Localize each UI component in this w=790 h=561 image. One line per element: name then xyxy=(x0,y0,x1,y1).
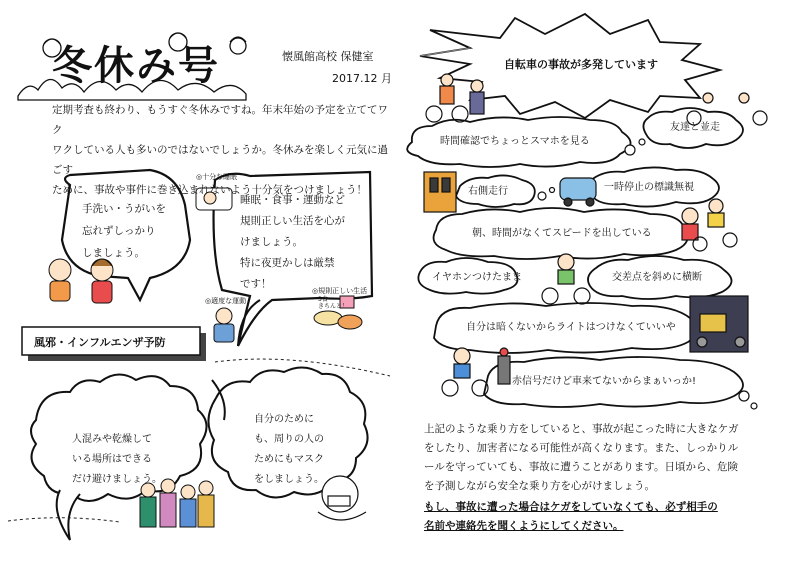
title-char: 冬 xyxy=(52,43,94,89)
emphasis-line: もし、事故に遭った場合はケガをしていなくても、必ず相手の xyxy=(424,501,718,513)
lifestyle-line: 特に夜更かしは厳禁 xyxy=(240,257,335,269)
emphasis-text xyxy=(424,498,718,536)
crowd-line: いる場所はできる xyxy=(72,454,152,465)
crowd-line: 人混みや乾燥して xyxy=(72,434,152,445)
handwash-line: 手洗い・うがいを xyxy=(82,203,166,215)
mask-line: ためにもマスク xyxy=(254,454,324,465)
title-char: 号 xyxy=(178,43,220,89)
sleep-label: ◎十分な睡眠 xyxy=(196,173,238,181)
school-name: 懐風館高校 保健室 xyxy=(282,50,374,63)
hazard-text: 時間確認でちょっとスマホを見る xyxy=(440,136,590,147)
hazard-text: 自分は暗くないからライトはつけなくていいや xyxy=(466,322,676,333)
lifestyle-line: です！ xyxy=(240,278,272,290)
lifestyle-line: けましょう。 xyxy=(240,236,303,248)
body-line: をしたり、加害者になる可能性が高くなります。また、しっかりル xyxy=(424,442,739,454)
newsletter-title xyxy=(52,34,220,91)
crowd-text xyxy=(72,430,162,490)
hazard-text: 友達と並走 xyxy=(670,122,720,133)
body-line: を予測しながら安全な乗り方を心がけましょう。 xyxy=(424,480,655,492)
intro-line: 定期考査も終わり、もうすぐ冬休みですね。年末年始の予定を立ててワク xyxy=(52,104,388,136)
hazard-text: 一時停止の標識無視 xyxy=(604,182,694,193)
body-line: ールを守っていても、事故に遭うことがあります。日頃から、危険 xyxy=(424,461,738,473)
issue-date: 2017.12 月 xyxy=(332,72,392,85)
flu-label: 風邪・インフルエンザ予防 xyxy=(34,336,166,349)
lifestyle-line: 規則正しい生活を心が xyxy=(240,215,345,227)
hazard-text: イヤホンつけたまま xyxy=(432,272,522,283)
hazard-text: 朝、時間がなくてスピードを出している xyxy=(472,228,652,239)
emphasis-line: 名前や連絡先を聞くようにしてください。 xyxy=(424,520,624,532)
crowd-line: だけ避けましょう。 xyxy=(72,474,162,485)
intro-text xyxy=(52,100,392,200)
lifestyle-text xyxy=(240,190,345,295)
handwash-line: しましょう。 xyxy=(82,247,145,259)
title-char: 休 xyxy=(94,43,136,89)
handwash-text xyxy=(82,198,166,264)
exercise-label: ◎適度な運動 xyxy=(205,297,247,305)
plate-label xyxy=(318,296,348,310)
title-char: み xyxy=(136,43,178,89)
intro-line: ために、事故や事件に巻き込まれないよう十分気をつけましょう！ xyxy=(52,184,367,196)
headline: 自転車の事故が多発しています xyxy=(504,58,658,71)
lifestyle-line: 睡眠・食事・運動など xyxy=(240,194,345,206)
plate-label-line: 3食 xyxy=(318,296,328,303)
body-text xyxy=(424,420,784,496)
mask-line: も、周りの人の xyxy=(254,434,324,445)
intro-line: ワクしている人も多いのではないでしょうか。冬休みを楽しく元気に過ごす xyxy=(52,144,388,176)
mask-text xyxy=(254,410,324,490)
routine-label: ◎規則正しい生活 xyxy=(312,287,368,295)
body-line: 上記のような乗り方をしていると、事故が起こった時に大きなケガ xyxy=(424,423,739,435)
plate-label-line: きちんと！ xyxy=(318,303,349,310)
hazard-text: 赤信号だけど車来てないからまぁいっか! xyxy=(512,376,697,387)
mask-line: 自分のために xyxy=(254,414,314,425)
hazard-text: 交差点を斜めに横断 xyxy=(612,272,702,283)
hazard-text: 右側走行 xyxy=(468,186,508,197)
mask-line: をしましょう。 xyxy=(254,474,324,485)
handwash-line: 忘れずしっかり xyxy=(82,225,156,237)
